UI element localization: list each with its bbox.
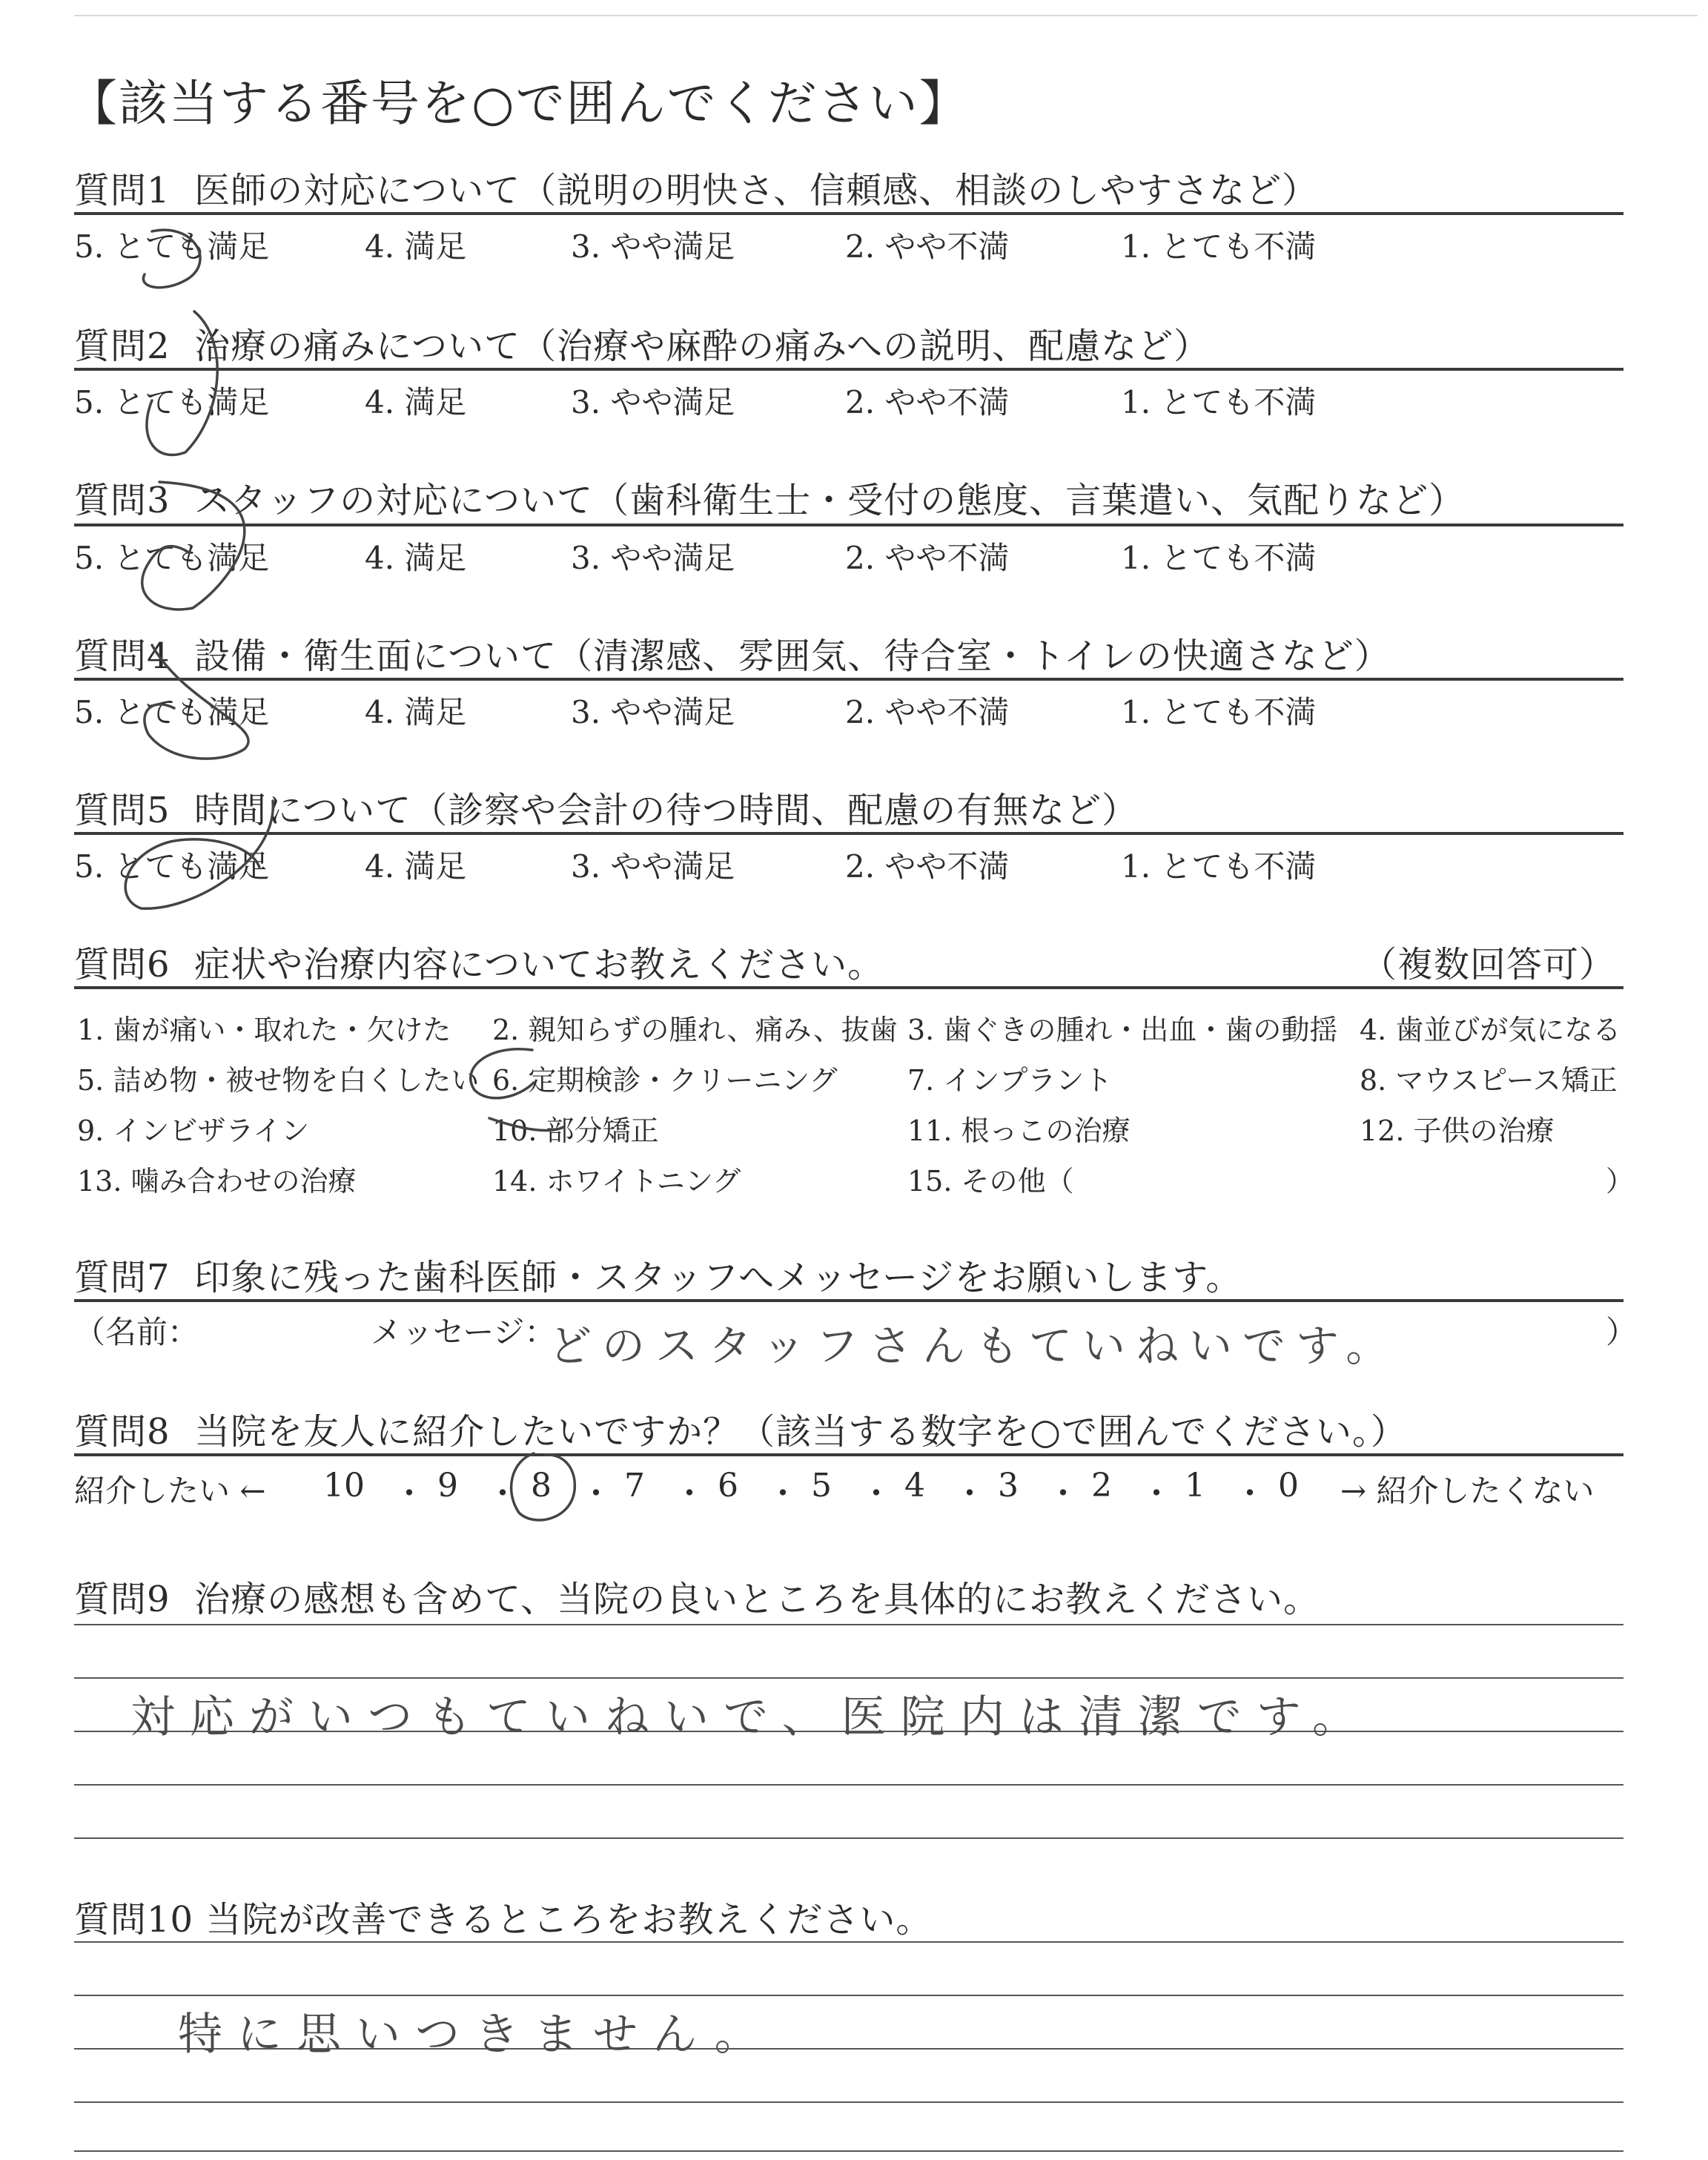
question-text: 当院が改善できるところをお教えください。 [205,1899,933,1941]
dot-separator: ・ [580,1475,612,1513]
symptom-2[interactable]: 2. 親知らずの腫れ、痛み、抜歯 [492,1014,898,1046]
option-4[interactable]: 4. 満足 [365,694,467,730]
option-3[interactable]: 3. やや満足 [571,384,735,420]
question-text: 医師の対応について（説明の明快さ、信頼感、相談のしやすさなど） [194,170,1319,211]
option-1[interactable]: 1. とても不満 [1121,848,1317,885]
question-label: 質問1 [74,170,171,211]
option-5[interactable]: 5. とても満足 [74,848,270,885]
answer-circle-q5 [125,801,273,908]
message-label: メッセージ： [371,1314,556,1350]
answer-circle-q2 [147,311,217,455]
score-9[interactable]: 9 [437,1467,458,1505]
handwritten-answer: 特に思いつきません。 [178,2009,774,2061]
symptom-4[interactable]: 4. 歯並びが気になる [1360,1014,1621,1046]
question-label: 質問2 [74,326,171,367]
option-3[interactable]: 3. やや満足 [571,540,735,576]
name-label: （名前： [74,1314,199,1350]
option-2[interactable]: 2. やや不満 [845,848,1010,885]
message-close-paren: ） [1606,1314,1638,1350]
option-2[interactable]: 2. やや不満 [845,228,1010,265]
symptom-6[interactable]: 6. 定期検診・クリーニング [492,1064,838,1097]
answer-circle-q1 [143,230,200,288]
question-text: スタッフの対応について（歯科衛生士・受付の態度、言葉遣い、気配りなど） [194,480,1466,521]
symptom-13[interactable]: 13. 噛み合わせの治療 [77,1165,357,1198]
option-3[interactable]: 3. やや満足 [571,848,735,885]
question-text: 治療の痛みについて（治療や麻酔の痛みへの説明、配慮など） [194,326,1211,367]
answer-circle-q4 [145,645,248,759]
question-label: 質問8 [74,1411,171,1453]
question-label: 質問4 [74,635,171,677]
option-5[interactable]: 5. とても満足 [74,694,270,730]
recommend-right-label: → 紹介したくない [1340,1473,1595,1509]
option-5[interactable]: 5. とても満足 [74,228,270,265]
circle-symptom-6 [471,1049,534,1098]
question-label: 質問5 [74,790,171,831]
symptom-8[interactable]: 8. マウスピース矯正 [1360,1064,1618,1097]
dot-separator: ・ [953,1475,986,1513]
dot-separator: ・ [673,1475,706,1513]
score-0[interactable]: 0 [1278,1467,1299,1505]
symptom-10[interactable]: 10. 部分矯正 [492,1114,659,1147]
question-label: 質問3 [74,480,171,521]
dot-separator: ・ [486,1475,519,1513]
option-2[interactable]: 2. やや不満 [845,694,1010,730]
question-label: 質問6 [74,944,171,985]
question-text: 症状や治療内容についてお教えください。 [194,944,884,985]
option-4[interactable]: 4. 満足 [365,384,467,420]
option-3[interactable]: 3. やや満足 [571,228,735,265]
score-5[interactable]: 5 [811,1467,832,1505]
handwritten-message: どのスタッフさんもていねいです。 [549,1321,1400,1371]
question-text: 当院を友人に紹介したいですか？（該当する数字を○で囲んでください。） [194,1411,1407,1453]
symptom-15[interactable]: 15. その他（ [907,1165,1074,1198]
option-4[interactable]: 4. 満足 [365,848,467,885]
circle-score-8 [512,1453,575,1520]
symptom-7[interactable]: 7. インプラント [907,1064,1113,1097]
score-1[interactable]: 1 [1185,1467,1205,1505]
option-3[interactable]: 3. やや満足 [571,694,735,730]
dot-separator: ・ [767,1475,799,1513]
symptom-11[interactable]: 11. 根っこの治療 [907,1114,1131,1147]
option-4[interactable]: 4. 満足 [365,540,467,576]
question-text: 治療の感想も含めて、当院の良いところを具体的にお教えください。 [194,1579,1320,1620]
handwritten-answer: 対応がいつもていねいで、医院内は清潔です。 [130,1691,1371,1743]
option-2[interactable]: 2. やや不満 [845,384,1010,420]
dot-separator: ・ [860,1475,893,1513]
question-label: 質問7 [74,1257,171,1298]
answer-circle-q3 [142,482,245,610]
score-7[interactable]: 7 [624,1467,645,1505]
score-3[interactable]: 3 [998,1467,1019,1505]
dot-separator: ・ [1140,1475,1173,1513]
recommend-left-label: 紹介したい ← [74,1473,266,1509]
question-text: 時間について（診察や会計の待つ時間、配慮の有無など） [194,790,1139,831]
symptom-14[interactable]: 14. ホワイトニング [492,1165,741,1198]
score-4[interactable]: 4 [904,1467,925,1505]
option-1[interactable]: 1. とても不満 [1121,228,1317,265]
check-symptom-10 [489,1118,563,1130]
symptom-1[interactable]: 1. 歯が痛い・取れた・欠けた [77,1014,451,1046]
question-text: 印象に残った歯科医師・スタッフへメッセージをお願いします。 [194,1257,1242,1298]
option-1[interactable]: 1. とても不満 [1121,694,1317,730]
dot-separator: ・ [1234,1475,1266,1513]
symptom-9[interactable]: 9. インビザライン [77,1114,310,1147]
score-6[interactable]: 6 [718,1467,738,1505]
option-4[interactable]: 4. 満足 [365,228,467,265]
other-close-paren: ） [1606,1165,1635,1198]
option-1[interactable]: 1. とても不満 [1121,540,1317,576]
option-5[interactable]: 5. とても満足 [74,384,270,420]
question-label: 質問9 [74,1579,171,1620]
dot-separator: ・ [1047,1475,1079,1513]
dot-separator: ・ [393,1475,426,1513]
question-label: 質問10 [74,1899,194,1941]
option-2[interactable]: 2. やや不満 [845,540,1010,576]
option-5[interactable]: 5. とても満足 [74,540,270,576]
question-text: 設備・衛生面について（清潔感、雰囲気、待合室・トイレの快適さなど） [194,635,1391,677]
symptom-12[interactable]: 12. 子供の治療 [1360,1114,1555,1147]
symptom-5[interactable]: 5. 詰め物・被せ物を白くしたい [77,1064,480,1097]
page-title: 【該当する番号を○で囲んでください】 [68,75,970,132]
multiple-answers-note: （複数回答可） [1361,944,1616,985]
symptom-3[interactable]: 3. 歯ぐきの腫れ・出血・歯の動揺 [907,1014,1338,1046]
score-10[interactable]: 10 [323,1467,365,1505]
score-8[interactable]: 8 [531,1467,552,1505]
score-2[interactable]: 2 [1091,1467,1112,1505]
option-1[interactable]: 1. とても不満 [1121,384,1317,420]
